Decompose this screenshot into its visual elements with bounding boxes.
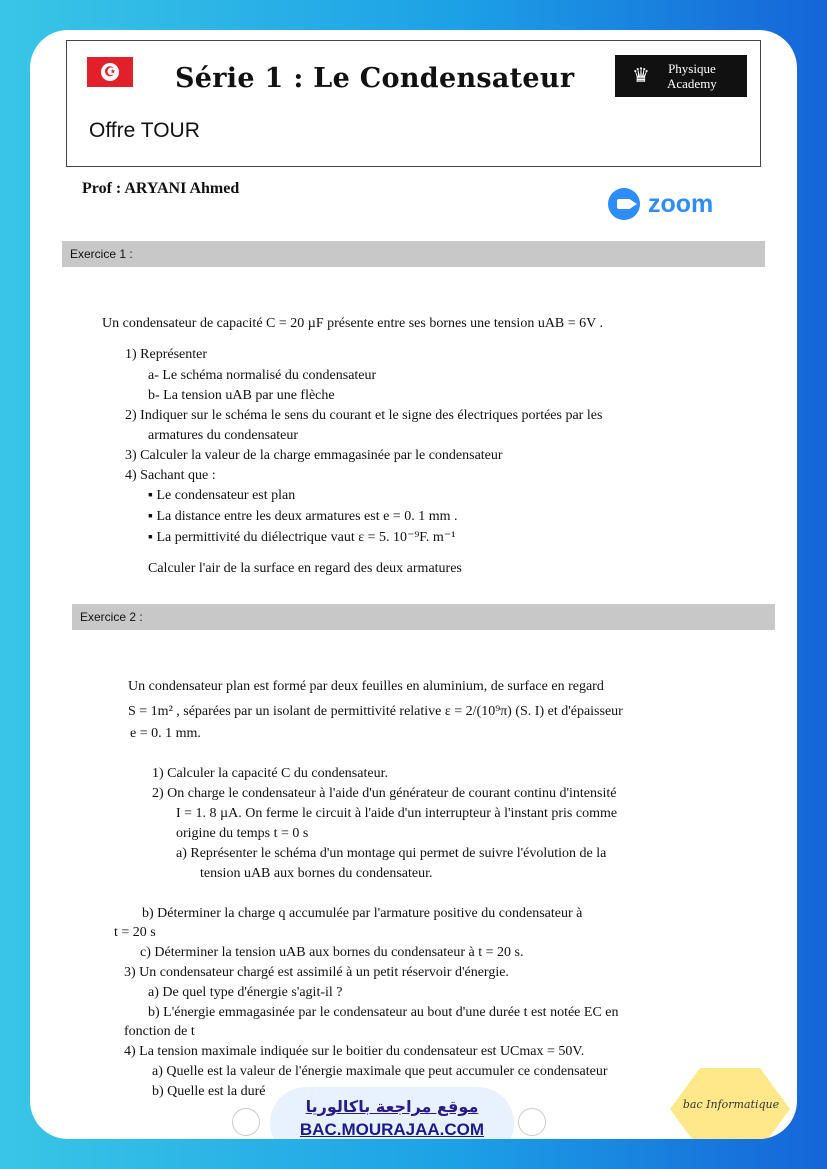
exercise2-heading: Exercice 2 :	[72, 604, 775, 630]
ex1-line: 1) Représenter	[125, 347, 208, 362]
watermark-banner[interactable]	[270, 1087, 514, 1139]
ex1-line: 2) Indiquer sur le schéma le sens du courant et le signe des électriques portées par les	[125, 408, 603, 423]
exercise1-intro: Un condensateur de capacité C = 20 µF présente entre ses bornes une tension uAB = 6V .	[102, 316, 604, 331]
ex2-line: b) Quelle est la duré	[152, 1084, 266, 1099]
ex1-line: armatures du condensateur	[148, 428, 299, 443]
offer-label: Offre TOUR	[89, 119, 200, 142]
ex2-line: a) Quelle est la valeur de l'énergie maximale que peut accumuler ce condensateur	[152, 1064, 608, 1079]
ex2-line: 1) Calculer la capacité C du condensateur.	[152, 766, 388, 781]
ex2-line: S = 1m² , séparées par un isolant de permittivité relative ε = 2/(10⁹π) (S. I) et d'épaisseur	[128, 704, 623, 719]
ex1-line: ▪ Le condensateur est plan	[148, 488, 296, 503]
document-page	[30, 30, 797, 1139]
crown-icon: ♛	[632, 65, 650, 87]
ex1-line: a- Le schéma normalisé du condensateur	[148, 368, 377, 383]
logo-badge-left-icon	[232, 1108, 260, 1136]
bac-informatique-label: bac Informatique	[682, 1098, 780, 1111]
header-box	[66, 40, 761, 167]
logo-line1: Physique	[668, 61, 716, 76]
ex2-line: a) De quel type d'énergie s'agit-il ?	[148, 985, 343, 1000]
page-title: Série 1 : Le Condensateur	[175, 63, 575, 94]
ex2-line: t = 20 s	[114, 925, 156, 940]
ex2-line: origine du temps t = 0 s	[176, 826, 309, 841]
prof-name: Prof : ARYANI Ahmed	[82, 180, 240, 197]
ex1-line: 3) Calculer la valeur de la charge emmagasinée par le condensateur	[125, 448, 503, 463]
ex2-line: a) Représenter le schéma d'un montage qui permet de suivre l'évolution de la	[176, 846, 607, 861]
ex1-line: ▪ La permittivité du diélectrique vaut ε = 5. 10⁻⁹F. m⁻¹	[148, 530, 456, 545]
ex2-line: Un condensateur plan est formé par deux feuilles en aluminium, de surface en regard	[128, 679, 604, 694]
tunisia-flag-icon	[87, 57, 133, 87]
zoom-camera-icon	[608, 188, 640, 220]
zoom-logo	[608, 188, 713, 220]
flag-emblem: ☪	[101, 63, 119, 81]
ex2-line: 3) Un condensateur chargé est assimilé à un petit réservoir d'énergie.	[124, 965, 509, 980]
logo-line2: Academy	[667, 76, 717, 91]
exercise1-heading: Exercice 1 :	[62, 241, 765, 267]
ex2-line: 4) La tension maximale indiquée sur le boitier du condensateur est UCmax = 50V.	[124, 1044, 585, 1059]
ex1-line: ▪ La distance entre les deux armatures est e = 0. 1 mm .	[148, 509, 458, 524]
ex2-line: tension uAB aux bornes du condensateur.	[200, 866, 433, 881]
ex2-line: fonction de t	[124, 1024, 195, 1039]
ex2-line: 2) On charge le condensateur à l'aide d'un générateur de courant continu d'intensité	[152, 786, 617, 801]
zoom-label: zoom	[648, 189, 714, 218]
physique-academy-logo	[615, 55, 747, 97]
ex1-line: b- La tension uAB par une flèche	[148, 388, 335, 403]
ex2-line: c) Déterminer la tension uAB aux bornes du condensateur à t = 20 s.	[140, 945, 524, 960]
ex2-line: b) L'énergie emmagasinée par le condensateur au bout d'une durée t est notée EC en	[148, 1005, 619, 1020]
ex2-line: b) Déterminer la charge q accumulée par l'armature positive du condensateur à	[142, 906, 583, 921]
ex2-line: e = 0. 1 mm.	[130, 726, 201, 741]
ex1-line: 4) Sachant que :	[125, 468, 216, 483]
watermark-arabic: موقع مراجعة باكالوريا	[305, 1097, 479, 1116]
logo-badge-right-icon	[518, 1108, 546, 1136]
ex1-line: Calculer l'air de la surface en regard des deux armatures	[148, 561, 462, 576]
ex2-line: I = 1. 8 µA. On ferme le circuit à l'aide d'un interrupteur à l'instant pris comme	[176, 806, 618, 821]
watermark-url[interactable]: BAC.MOURAJAA.COM	[299, 1120, 485, 1139]
